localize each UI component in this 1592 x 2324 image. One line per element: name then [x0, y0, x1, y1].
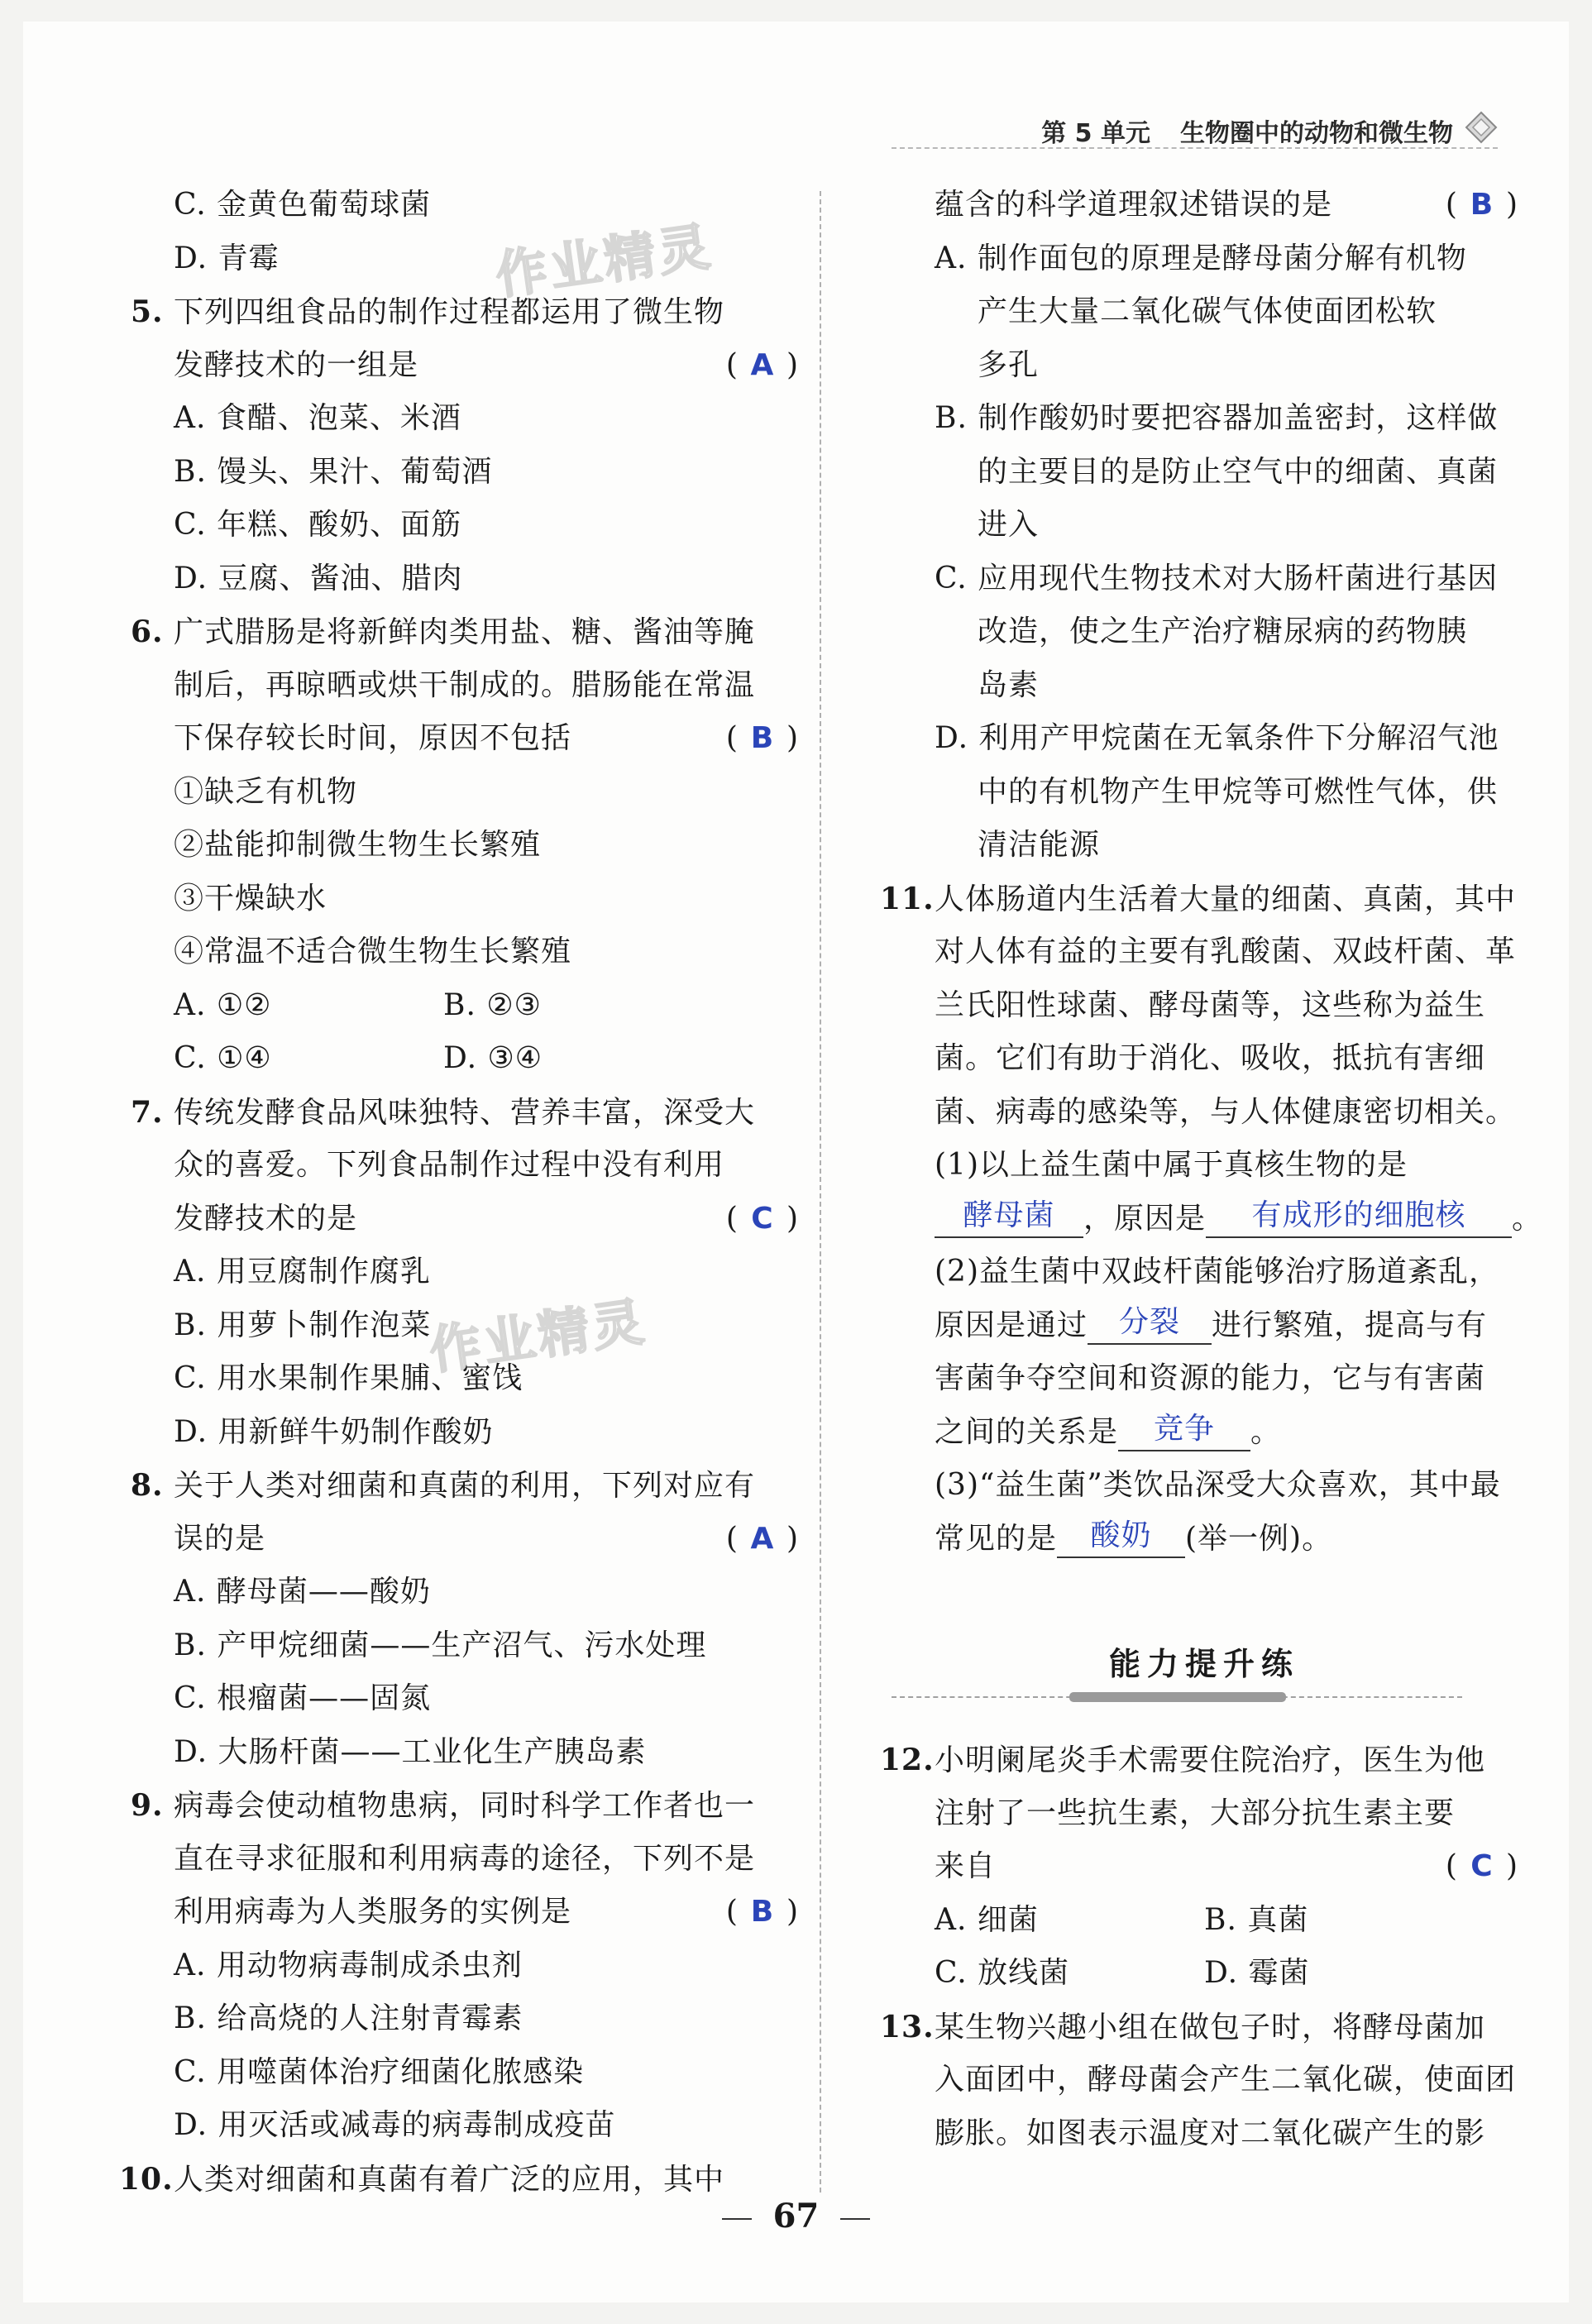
option-text: D. 利用产甲烷菌在无氧条件下分解沼气池: [935, 721, 1499, 755]
option-text: C. 应用现代生物技术对大肠杆菌进行基因: [935, 561, 1499, 595]
option-text: ④常温不适合微生物生长繁殖: [174, 935, 572, 968]
question-line: [129, 712, 799, 766]
question-line: [880, 873, 1518, 926]
watermark: 作业精灵: [425, 1290, 651, 1381]
answer-blank: 分裂: [1088, 1302, 1212, 1345]
question-text: 某生物兴趣小组在做包子时，将酵母菌加: [935, 2010, 1486, 2044]
question-text: 关于人类对细菌和真菌的利用，下列对应有: [174, 1469, 756, 1503]
option-pair: [129, 1032, 799, 1086]
q11-p3-pre: 常见的是: [935, 1521, 1058, 1556]
q11-p2-line3: 害菌争夺空间和资源的能力，它与有害菌: [935, 1361, 1486, 1395]
q11-p2-text: (2)益生菌中双歧杆菌能够治疗肠道紊乱，: [935, 1255, 1499, 1289]
option-pair: [890, 1947, 1518, 2001]
option-line: [129, 1299, 799, 1353]
workbook-page: [23, 22, 1569, 2302]
option-text: D. 用新鲜牛奶制作酸奶: [174, 1414, 494, 1449]
option-text: D. 豆腐、酱油、腊肉: [174, 561, 463, 595]
question-line: [129, 1886, 799, 1939]
column-divider: [820, 191, 821, 2192]
option-line: [129, 232, 799, 286]
option-text: 产生大量二氧化碳气体使面团松软: [978, 294, 1437, 328]
question-text: 制后，再晾晒或烘干制成的。腊肠能在常温: [174, 667, 756, 702]
question-number: 7.: [131, 1094, 164, 1130]
option-line: [129, 1939, 799, 1993]
question-line: [890, 2054, 1518, 2107]
q11-p2-pre: 原因是通过: [935, 1308, 1088, 1342]
question-line: [129, 605, 799, 659]
option-line: [890, 552, 1518, 606]
q11-part2-blank: [890, 1299, 1518, 1353]
unit-label: 第 5 单元: [1041, 119, 1150, 148]
question-line: [890, 1787, 1518, 1841]
question-text: 菌。它们有助于消化、吸收，抵抗有害细: [935, 1041, 1486, 1075]
question-line: [890, 179, 1518, 232]
question-text: 人体肠道内生活着大量的细菌、真菌，其中: [935, 882, 1517, 916]
option-line: [890, 766, 1518, 820]
left-column: [119, 179, 799, 2206]
question-text: 误的是: [174, 1521, 266, 1556]
question-text: 下保存较长时间，原因不包括: [174, 721, 572, 755]
question-text: 众的喜爱。下列食品制作过程中没有利用: [174, 1148, 725, 1182]
question-line: [880, 2001, 1518, 2054]
q11-p1-text: (1)以上益生菌中属于真核生物的是: [935, 1148, 1408, 1182]
option-text: B. 制作酸奶时要把容器加盖密封，这样做: [935, 401, 1499, 435]
option-text: C. ①④: [174, 1041, 272, 1075]
question-text: 对人体有益的主要有乳酸菌、双歧杆菌、革: [935, 935, 1517, 968]
option-text: ②盐能抑制微生物生长繁殖: [174, 828, 542, 862]
question-line: [129, 1513, 799, 1566]
option-text: B. ②③: [443, 987, 542, 1022]
question-text: 下列四组食品的制作过程都运用了微生物: [174, 295, 725, 329]
question-line: [129, 659, 799, 713]
question-line: [129, 1779, 799, 1833]
question-text: 人类对细菌和真菌有着广泛的应用，其中: [174, 2162, 725, 2197]
q11-p3-post: (举一例)。: [1185, 1521, 1333, 1556]
question-line: [890, 979, 1518, 1033]
q11-part3-blank: [890, 1513, 1518, 1566]
option-text: ③干燥缺水: [174, 881, 327, 916]
option-text: ①缺乏有机物: [174, 774, 358, 809]
option-text: A. ①②: [174, 987, 272, 1022]
question-line: [129, 1833, 799, 1886]
option-text: D. 霉菌: [1204, 1956, 1310, 1990]
question-line: [129, 339, 799, 393]
question-number: 9.: [131, 1788, 164, 1823]
question-line: [890, 925, 1518, 979]
answer-blank: 酸奶: [1057, 1515, 1185, 1558]
answer-mark: C: [1470, 1849, 1494, 1883]
option-line: [129, 392, 799, 446]
page-header: [1041, 112, 1453, 149]
option-text: 的主要目的是防止空气中的细菌、真菌: [978, 454, 1499, 489]
option-text: C. 根瘤菌——固氮: [174, 1681, 432, 1715]
option-line: [890, 232, 1518, 286]
question-text: 来自: [935, 1849, 997, 1883]
option-line: [890, 659, 1518, 713]
question-line: [890, 1840, 1518, 1894]
option-line: [129, 766, 799, 820]
question-text: 传统发酵食品风味独特、营养丰富，深受大: [174, 1095, 756, 1130]
option-line: [129, 819, 799, 873]
option-text: 中的有机物产生甲烷等可燃性气体，供: [978, 774, 1499, 809]
diamond-icon: [1465, 111, 1498, 144]
option-text: 岛素: [978, 667, 1040, 702]
option-text: D. 大肠杆菌——工业化生产胰岛素: [174, 1734, 647, 1769]
header-divider: [892, 147, 1498, 149]
q11-part2-line3: [890, 1352, 1518, 1406]
right-column: [880, 179, 1543, 1566]
option-line: [129, 2046, 799, 2100]
option-line: [129, 1672, 799, 1726]
option-line: [129, 1352, 799, 1406]
q11-p1-end: 。: [1512, 1201, 1543, 1236]
option-line: [890, 392, 1518, 446]
question-text: 病毒会使动植物患病，同时科学工作者也一: [174, 1789, 756, 1823]
option-text: C. 用水果制作果脯、蜜饯: [174, 1361, 523, 1395]
option-line: [129, 1992, 799, 2046]
question-line: [890, 2107, 1518, 2161]
answer-bracket: ( B ): [726, 1886, 799, 1939]
question-text: 蕴含的科学道理叙述错误的是: [935, 188, 1333, 222]
option-text: 多孔: [978, 347, 1040, 382]
option-line: [129, 1566, 799, 1619]
q11-p2-post: 进行繁殖，提高与有: [1212, 1308, 1488, 1342]
q11-part3: [890, 1459, 1518, 1513]
q11-p2-pre4: 之间的关系是: [935, 1414, 1119, 1449]
q11-part2-line4: [890, 1406, 1518, 1460]
question-line: [880, 1733, 1518, 1787]
option-line: [129, 1246, 799, 1299]
q11-p1-mid: ，原因是: [1083, 1201, 1207, 1236]
option-text: B. 给高烧的人注射青霉素: [174, 2001, 523, 2035]
answer-blank: 有成形的细胞核: [1206, 1195, 1512, 1238]
option-pair: [890, 1894, 1518, 1948]
option-text: D. 用灭活或减毒的病毒制成疫苗: [174, 2108, 616, 2142]
question-number: 8.: [131, 1468, 164, 1503]
option-line: [890, 285, 1518, 339]
option-line: [129, 873, 799, 926]
answer-bracket: ( A ): [726, 1513, 799, 1566]
question-line: [129, 1459, 799, 1513]
question-line: [890, 1086, 1518, 1140]
section-title: 能力提升练: [1108, 1646, 1299, 1682]
answer-bracket: ( C ): [1446, 1840, 1518, 1894]
option-line: [890, 605, 1518, 659]
option-text: A. 食醋、泡菜、米酒: [174, 401, 461, 435]
question-text: 入面团中，酵母菌会产生二氧化碳，使面团: [935, 2063, 1517, 2097]
answer-bracket: ( B ): [726, 712, 799, 766]
question-number: 6.: [131, 614, 164, 649]
answer-mark: B: [750, 1895, 775, 1929]
option-line: [129, 2099, 799, 2153]
option-line: [129, 179, 799, 232]
question-number: 12.: [880, 1743, 935, 1777]
question-text: 注射了一些抗生素，大部分抗生素主要: [935, 1796, 1456, 1830]
q11-part2: [890, 1246, 1518, 1299]
answer-blank: 竞争: [1118, 1408, 1250, 1451]
right-column-bottom: [880, 1733, 1518, 2160]
option-line: [129, 1619, 799, 1673]
question-text: 膨胀。如图表示温度对二氧化碳产生的影: [935, 2116, 1486, 2150]
unit-title: 生物圈中的动物和微生物: [1180, 119, 1453, 148]
question-line: [890, 1032, 1518, 1086]
option-text: 改造，使之生产治疗糖尿病的药物胰: [978, 614, 1468, 648]
page-number: 67: [23, 2197, 1569, 2236]
answer-bracket: ( C ): [726, 1193, 799, 1246]
q11-part1-blanks: [890, 1193, 1543, 1246]
question-line: [129, 1086, 799, 1140]
option-text: B. 馒头、果汁、葡萄酒: [174, 454, 493, 489]
question-text: 小明阑尾炎手术需要住院治疗，医生为他: [935, 1743, 1486, 1777]
answer-mark: A: [750, 1521, 775, 1556]
option-text: C. 年糕、酸奶、面筋: [174, 508, 462, 542]
q11-p3-text: (3)“益生菌”类饮品深受大众喜欢，其中最: [935, 1468, 1501, 1502]
option-line: [890, 499, 1518, 552]
question-line: [129, 1139, 799, 1193]
option-line: [890, 712, 1518, 766]
option-text: 进入: [978, 508, 1040, 542]
question-text: 直在寻求征服和利用病毒的途径，下列不是: [174, 1841, 756, 1876]
option-line: [129, 1726, 799, 1780]
question-text: 利用病毒为人类服务的实例是: [174, 1895, 572, 1929]
watermark: 作业精灵: [491, 215, 717, 306]
answer-bracket: ( A ): [726, 339, 799, 393]
question-text: 兰氏阳性球菌、酵母菌等，这些称为益生: [935, 987, 1486, 1022]
question-text: 广式腊肠是将新鲜肉类用盐、糖、酱油等腌: [174, 615, 756, 649]
question-text: 发酵技术的是: [174, 1201, 358, 1236]
option-text: 清洁能源: [978, 828, 1101, 862]
question-line: [129, 285, 799, 339]
option-text: A. 酵母菌——酸奶: [174, 1575, 431, 1609]
option-text: D. ③④: [443, 1041, 543, 1075]
option-text: A. 制作面包的原理是酵母菌分解有机物: [935, 241, 1467, 275]
answer-blank: 酵母菌: [935, 1195, 1083, 1238]
answer-mark: C: [751, 1201, 774, 1236]
option-line: [129, 925, 799, 979]
answer-mark: A: [750, 347, 775, 382]
option-line: [129, 552, 799, 606]
option-text: C. 用噬菌体治疗细菌化脓感染: [174, 2054, 585, 2089]
q11-p2-end4: 。: [1250, 1414, 1282, 1449]
option-text: D. 青霉: [174, 241, 280, 275]
option-line: [129, 1406, 799, 1460]
option-line: [890, 446, 1518, 500]
option-line: [890, 339, 1518, 393]
option-text: B. 用萝卜制作泡菜: [174, 1308, 432, 1342]
question-number: 11.: [880, 881, 935, 916]
option-text: A. 用动物病毒制成杀虫剂: [174, 1948, 523, 1982]
question-number: 5.: [131, 294, 164, 329]
answer-mark: B: [1470, 188, 1494, 222]
answer-bracket: ( B ): [1446, 179, 1518, 232]
question-text: 发酵技术的一组是: [174, 347, 419, 382]
question-line: [129, 1193, 799, 1246]
option-text: B. 真菌: [1204, 1902, 1309, 1937]
question-number: 10.: [119, 2161, 174, 2197]
question-text: 菌、病毒的感染等，与人体健康密切相关。: [935, 1094, 1517, 1129]
option-line: [129, 446, 799, 500]
option-line: [890, 819, 1518, 873]
option-text: B. 产甲烷细菌——生产沼气、污水处理: [174, 1628, 707, 1662]
question-number: 13.: [880, 2009, 935, 2044]
option-text: A. 用豆腐制作腐乳: [174, 1255, 431, 1289]
option-text: C. 放线菌: [935, 1956, 1070, 1990]
section-bar: [1069, 1692, 1286, 1702]
answer-mark: B: [750, 721, 775, 755]
option-text: A. 细菌: [935, 1902, 1039, 1937]
option-pair: [129, 979, 799, 1033]
option-text: C. 金黄色葡萄球菌: [174, 188, 432, 222]
option-line: [129, 499, 799, 552]
q11-part1: [890, 1139, 1518, 1193]
